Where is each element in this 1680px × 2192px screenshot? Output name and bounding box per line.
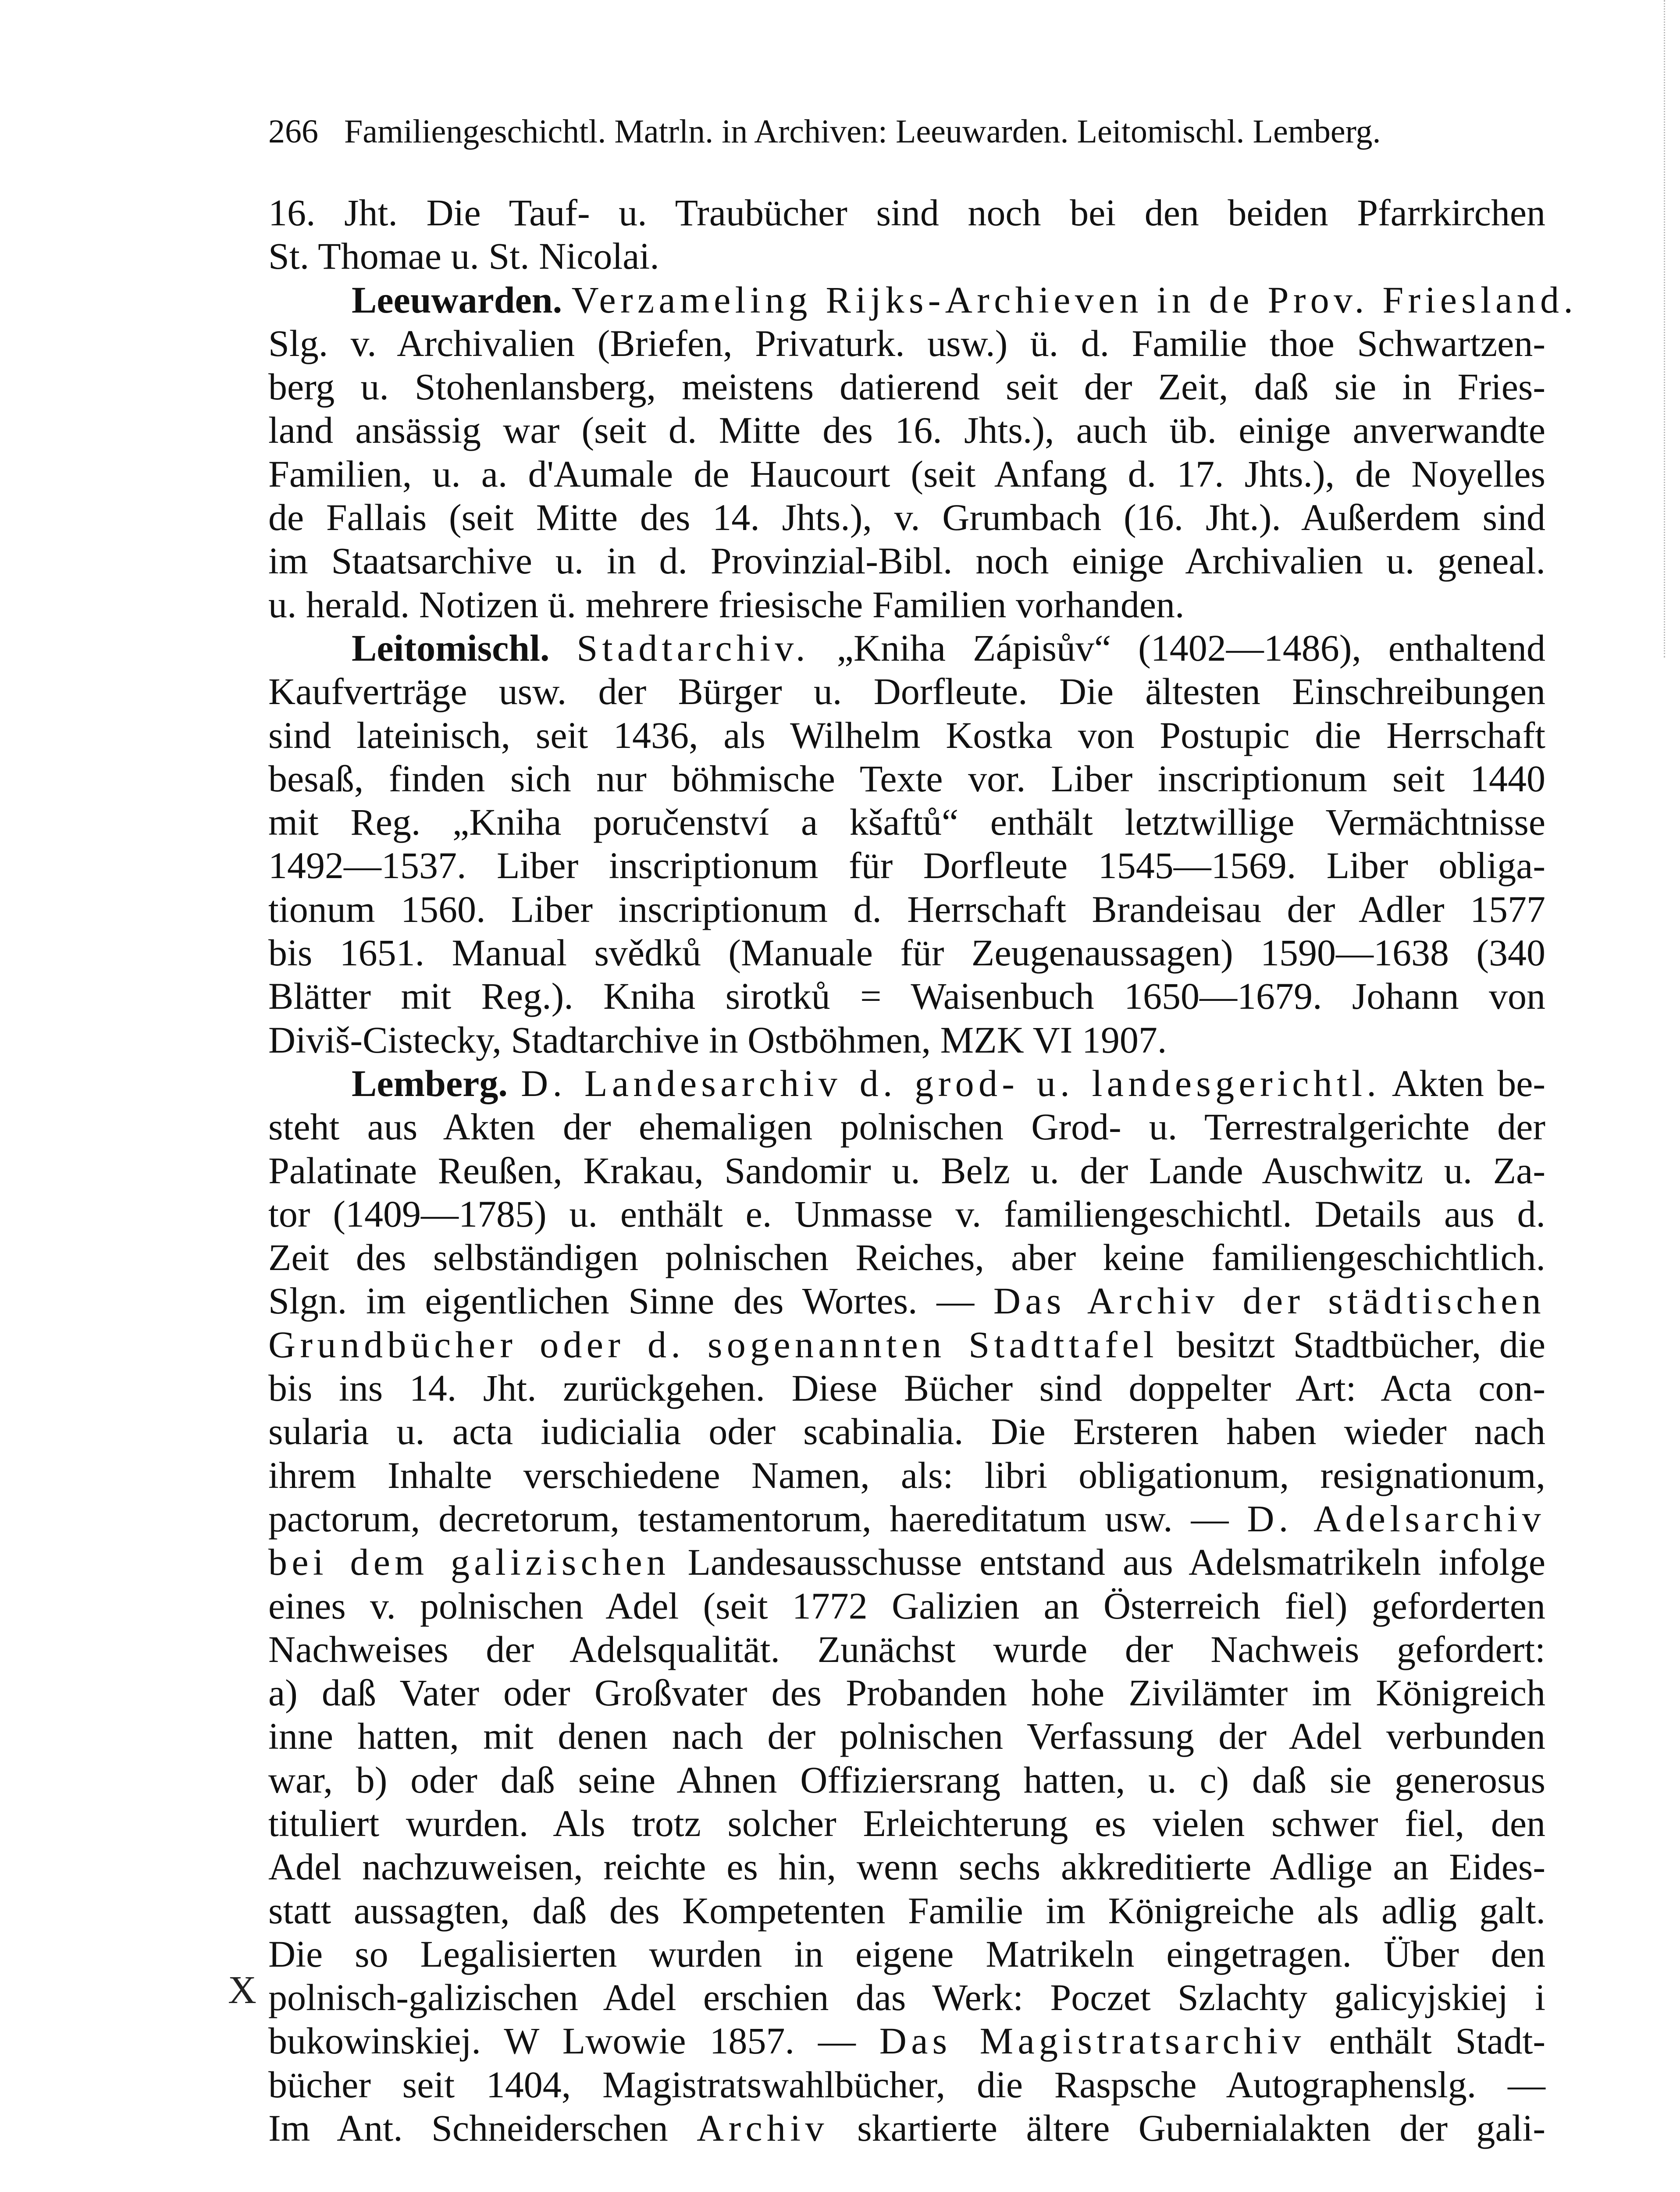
text-line	[268, 365, 1545, 409]
text-line	[268, 1062, 1545, 1105]
text-line	[268, 1149, 1545, 1192]
text-run: Zeit des selbständigen polnischen Reiches, aber keine familiengeschichtlich.	[268, 1236, 1545, 1279]
text-run: a) daß Vater oder Großvater des Probanden hohe Zivilämter im Königreich	[268, 1672, 1545, 1714]
running-title: Familiengeschichtl. Matrln. in Archiven: Leeuwarden. Leitomischl. Lemberg.	[344, 113, 1381, 150]
page-number: 266	[268, 113, 318, 150]
spaced-text: Stadtarchiv.	[577, 626, 810, 669]
text-line	[268, 1323, 1545, 1366]
text-run: Slg. v. Archivalien (Briefen, Privaturk. usw.) ü. d. Familie thoe Schwartzen-	[268, 322, 1545, 364]
text-run: war, b) oder daß seine Ahnen Offiziersrang hatten, u. c) daß sie generosus	[268, 1758, 1545, 1801]
text-line	[268, 2019, 1545, 2063]
text-run: sind lateinisch, seit 1436, als Wilhelm Kostka von Postupic die Herrschaft	[268, 714, 1545, 756]
text-line	[268, 1236, 1545, 1279]
section-heading: Lemberg.	[352, 1062, 521, 1104]
handwritten-margin-mark: X	[228, 1968, 256, 2012]
text-run: tionum 1560. Liber inscriptionum d. Herrschaft Brandeisau der Adler 1577	[268, 888, 1545, 930]
spaced-text: Das Magistratsarchiv	[879, 2020, 1306, 2062]
text-line	[268, 409, 1545, 452]
text-line	[268, 1454, 1545, 1497]
text-run: Blätter mit Reg.). Kniha sirotků = Waisenbuch 1650—1679. Johann von	[268, 975, 1545, 1018]
text-run: tor (1409—1785) u. enthält e. Unmasse v. familiengeschichtl. Details aus d.	[268, 1192, 1545, 1235]
text-run: de Fallais (seit Mitte des 14. Jhts.), v. Grumbach (16. Jht.). Außerdem sind	[268, 496, 1545, 539]
text-line	[268, 1845, 1545, 1889]
text-run: land ansässig war (seit d. Mitte des 16. Jhts.), auch üb. einige anverwandte	[268, 409, 1545, 452]
text-run: bukowinskiej. W Lwowie 1857. —	[268, 2020, 879, 2062]
text-line	[268, 1628, 1545, 1671]
text-line	[268, 670, 1545, 713]
text-line	[268, 278, 1578, 322]
text-run: sularia u. acta iudicialia oder scabinalia. Die Ersteren haben wieder nach	[268, 1410, 1545, 1453]
section-heading: Leeuwarden.	[352, 278, 572, 321]
text-line	[268, 888, 1545, 931]
text-run: Palatinate Reußen, Krakau, Sandomir u. Belz u. der Lande Auschwitz u. Za-	[268, 1149, 1545, 1192]
text-line	[268, 757, 1545, 801]
text-line	[268, 1497, 1545, 1541]
text-run: skartierte ältere Gubernialakten der gali-	[828, 2107, 1545, 2149]
text-run: tituliert wurden. Als trotz solcher Erleichterung es vielen schwer fiel, den	[268, 1802, 1545, 1844]
text-run: enthält Stadt-	[1305, 2020, 1545, 2062]
text-line	[268, 2063, 1545, 2107]
text-line	[268, 1758, 1545, 1802]
text-run: Familien, u. a. d'Aumale de Haucourt (seit Anfang d. 17. Jhts.), de Noyelles	[268, 452, 1545, 495]
text-line	[268, 844, 1545, 887]
spaced-text: Verzameling Rijks-Archieven in de Prov. Friesland.	[571, 278, 1578, 321]
text-run: besaß, finden sich nur böhmische Texte vor. Liber inscriptionum seit 1440	[268, 757, 1545, 800]
text-run: Landesausschusse entstand aus Adelsmatrikeln infolge	[670, 1541, 1545, 1584]
text-line	[268, 539, 1545, 583]
text-line	[268, 1192, 1545, 1236]
text-line	[268, 1976, 1545, 2019]
text-run: Nachweises der Adelsqualität. Zunächst wurde der Nachweis gefordert:	[268, 1628, 1545, 1670]
text-line	[268, 1366, 1545, 1410]
text-line	[268, 1018, 1545, 1062]
text-line	[268, 2107, 1545, 2150]
text-line	[268, 931, 1545, 975]
text-run: mit Reg. „Kniha poručenství a kšaftů“ enthält letztwillige Vermächtnisse	[268, 801, 1545, 843]
text-run: Im Ant. Schneiderschen	[268, 2107, 697, 2149]
text-run: bis ins 14. Jht. zurückgehen. Diese Bücher sind doppelter Art: Acta con-	[268, 1367, 1545, 1409]
text-run: u. herald. Notizen ü. mehrere friesische Familien vorhanden.	[268, 583, 1185, 626]
text-line	[268, 1541, 1545, 1584]
spaced-text: D. Landesarchiv d. grod- u. landesgerichtl.	[521, 1062, 1381, 1104]
spaced-text: Das Archiv der städtischen	[993, 1280, 1545, 1322]
text-line	[268, 1584, 1545, 1628]
text-run: 1492—1537. Liber inscriptionum für Dorfleute 1545—1569. Liber obliga-	[268, 844, 1545, 887]
text-run: inne hatten, mit denen nach der polnischen Verfassung der Adel verbunden	[268, 1715, 1545, 1758]
text-run: bücher seit 1404, Magistratswahlbücher, die Raspsche Autographenslg. —	[268, 2063, 1545, 2106]
text-run: Diviš-Cistecky, Stadtarchive in Ostböhmen, MZK VI 1907.	[268, 1018, 1167, 1061]
text-run: Slgn. im eigentlichen Sinne des Wortes. —	[268, 1280, 993, 1322]
text-run: statt aussagten, daß des Kompetenten Familie im Königreiche als adlig galt.	[268, 1889, 1545, 1932]
text-line	[268, 235, 1545, 278]
spaced-text: D. Adelsarchiv	[1247, 1497, 1545, 1540]
text-line	[268, 1889, 1545, 1932]
text-line	[268, 1932, 1545, 1976]
text-run: ihrem Inhalte verschiedene Namen, als: libri obligationum, resignationum,	[268, 1454, 1545, 1496]
text-run: pactorum, decretorum, testamentorum, haereditatum usw. —	[268, 1497, 1247, 1540]
section-heading: Leitomischl.	[352, 626, 577, 669]
spaced-text: Grundbücher oder d. sogenannten Stadttafel	[268, 1323, 1159, 1366]
text-run: Kaufverträge usw. der Bürger u. Dorfleute. Die ältesten Einschreibungen	[268, 670, 1545, 713]
spaced-text: bei dem galizischen	[268, 1541, 670, 1584]
text-run: Die so Legalisierten wurden in eigene Matrikeln eingetragen. Über den	[268, 1932, 1545, 1975]
text-line	[268, 1105, 1545, 1149]
text-line	[268, 1279, 1545, 1323]
text-line	[268, 452, 1545, 496]
text-run: Akten be-	[1381, 1062, 1545, 1104]
text-run: polnisch-galizischen Adel erschien das Werk: Poczet Szlachty galicyjskiej i	[268, 1976, 1545, 2019]
text-line	[268, 1410, 1545, 1453]
text-run: eines v. polnischen Adel (seit 1772 Galizien an Österreich fiel) geforderten	[268, 1584, 1545, 1627]
text-run: besitzt Stadtbücher, die	[1158, 1323, 1545, 1366]
text-run: „Kniha Zápisův“ (1402—1486), enthaltend	[809, 626, 1545, 669]
text-run: 16. Jht. Die Tauf- u. Traubücher sind noch bei den beiden Pfarrkirchen	[268, 192, 1545, 234]
text-line	[268, 975, 1545, 1018]
text-run: steht aus Akten der ehemaligen polnischen Grod- u. Terrestralgerichte der	[268, 1106, 1545, 1148]
text-line	[268, 583, 1545, 626]
text-line	[268, 626, 1545, 670]
scan-edge-artifact	[1664, 0, 1666, 658]
text-line	[268, 191, 1545, 235]
text-line	[268, 714, 1545, 757]
spaced-text: Archiv	[697, 2107, 829, 2149]
text-line	[268, 1671, 1545, 1715]
text-line	[268, 322, 1545, 365]
text-line	[268, 801, 1545, 844]
running-header	[268, 110, 1496, 153]
text-line	[268, 1802, 1545, 1845]
text-run: berg u. Stohenlansberg, meistens datierend seit der Zeit, daß sie in Fries-	[268, 366, 1545, 408]
text-line	[268, 496, 1545, 539]
body-text	[268, 191, 1578, 2150]
text-run: im Staatsarchive u. in d. Provinzial-Bibl. noch einige Archivalien u. geneal.	[268, 540, 1545, 582]
text-run: Adel nachzuweisen, reichte es hin, wenn sechs akkreditierte Adlige an Eides-	[268, 1846, 1545, 1888]
text-run: St. Thomae u. St. Nicolai.	[268, 235, 659, 278]
text-line	[268, 1715, 1545, 1758]
text-run: bis 1651. Manual svědků (Manuale für Zeugenaussagen) 1590—1638 (340	[268, 932, 1545, 974]
